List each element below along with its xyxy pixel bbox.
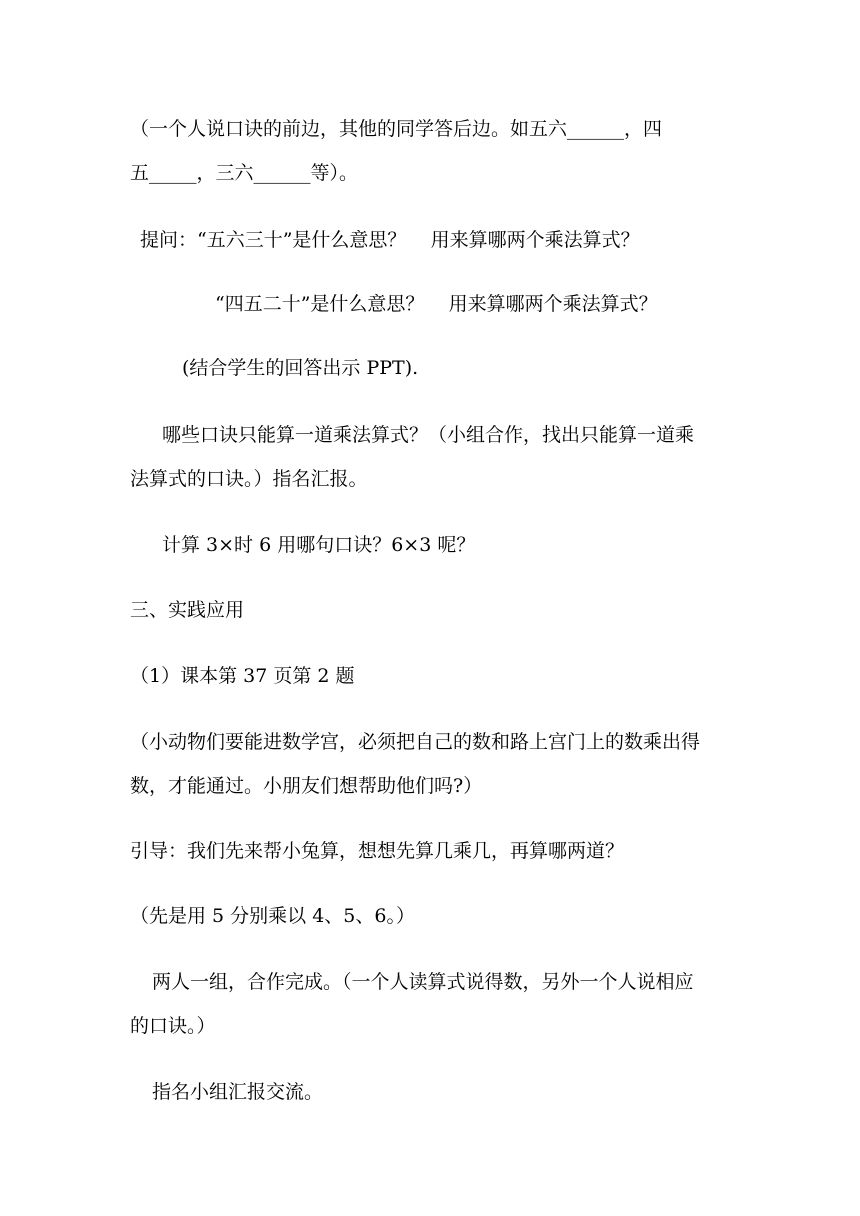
paragraph-line: （先是用 5 分别乘以 4、5、6。） [130, 905, 415, 927]
paragraph-line: 提问：“五六三十”是什么意思？ 用来算哪两个乘法算式？ [140, 229, 640, 251]
paragraph-line: （1）课本第 37 页第 2 题 [130, 665, 355, 687]
paragraph-line: 计算 3×时 6 用哪句口诀？6×3 呢？ [162, 534, 476, 556]
section-heading: 三、实践应用 [130, 599, 245, 621]
paragraph-line: （一个人说口诀的前边，其他的同学答后边。如五六______，四 [130, 118, 663, 140]
paragraph-line: 数，才能通过。小朋友们想帮助他们吗?） [130, 775, 483, 797]
paragraph-line: 引导：我们先来帮小兔算，想想先算几乘几，再算哪两道？ [130, 840, 625, 862]
paragraph-line: 指名小组汇报交流。 [152, 1081, 324, 1103]
paragraph-line: 的口诀。） [130, 1015, 216, 1037]
paragraph-line: “四五二十”是什么意思？ 用来算哪两个乘法算式？ [215, 293, 658, 315]
paragraph-line: (结合学生的回答出示 PPT). [182, 357, 419, 379]
paragraph-line: 哪些口诀只能算一道乘法算式？（小组合作，找出只能算一道乘 [162, 424, 695, 446]
paragraph-line: 法算式的口诀。）指名汇报。 [130, 468, 368, 490]
paragraph-line: 五_____，三六______等）。 [130, 162, 359, 184]
paragraph-line: （小动物们要能进数学宫，必须把自己的数和路上宫门上的数乘出得 [130, 731, 701, 753]
paragraph-line: 两人一组，合作完成。（一个人读算式说得数，另外一个人说相应 [152, 971, 694, 993]
